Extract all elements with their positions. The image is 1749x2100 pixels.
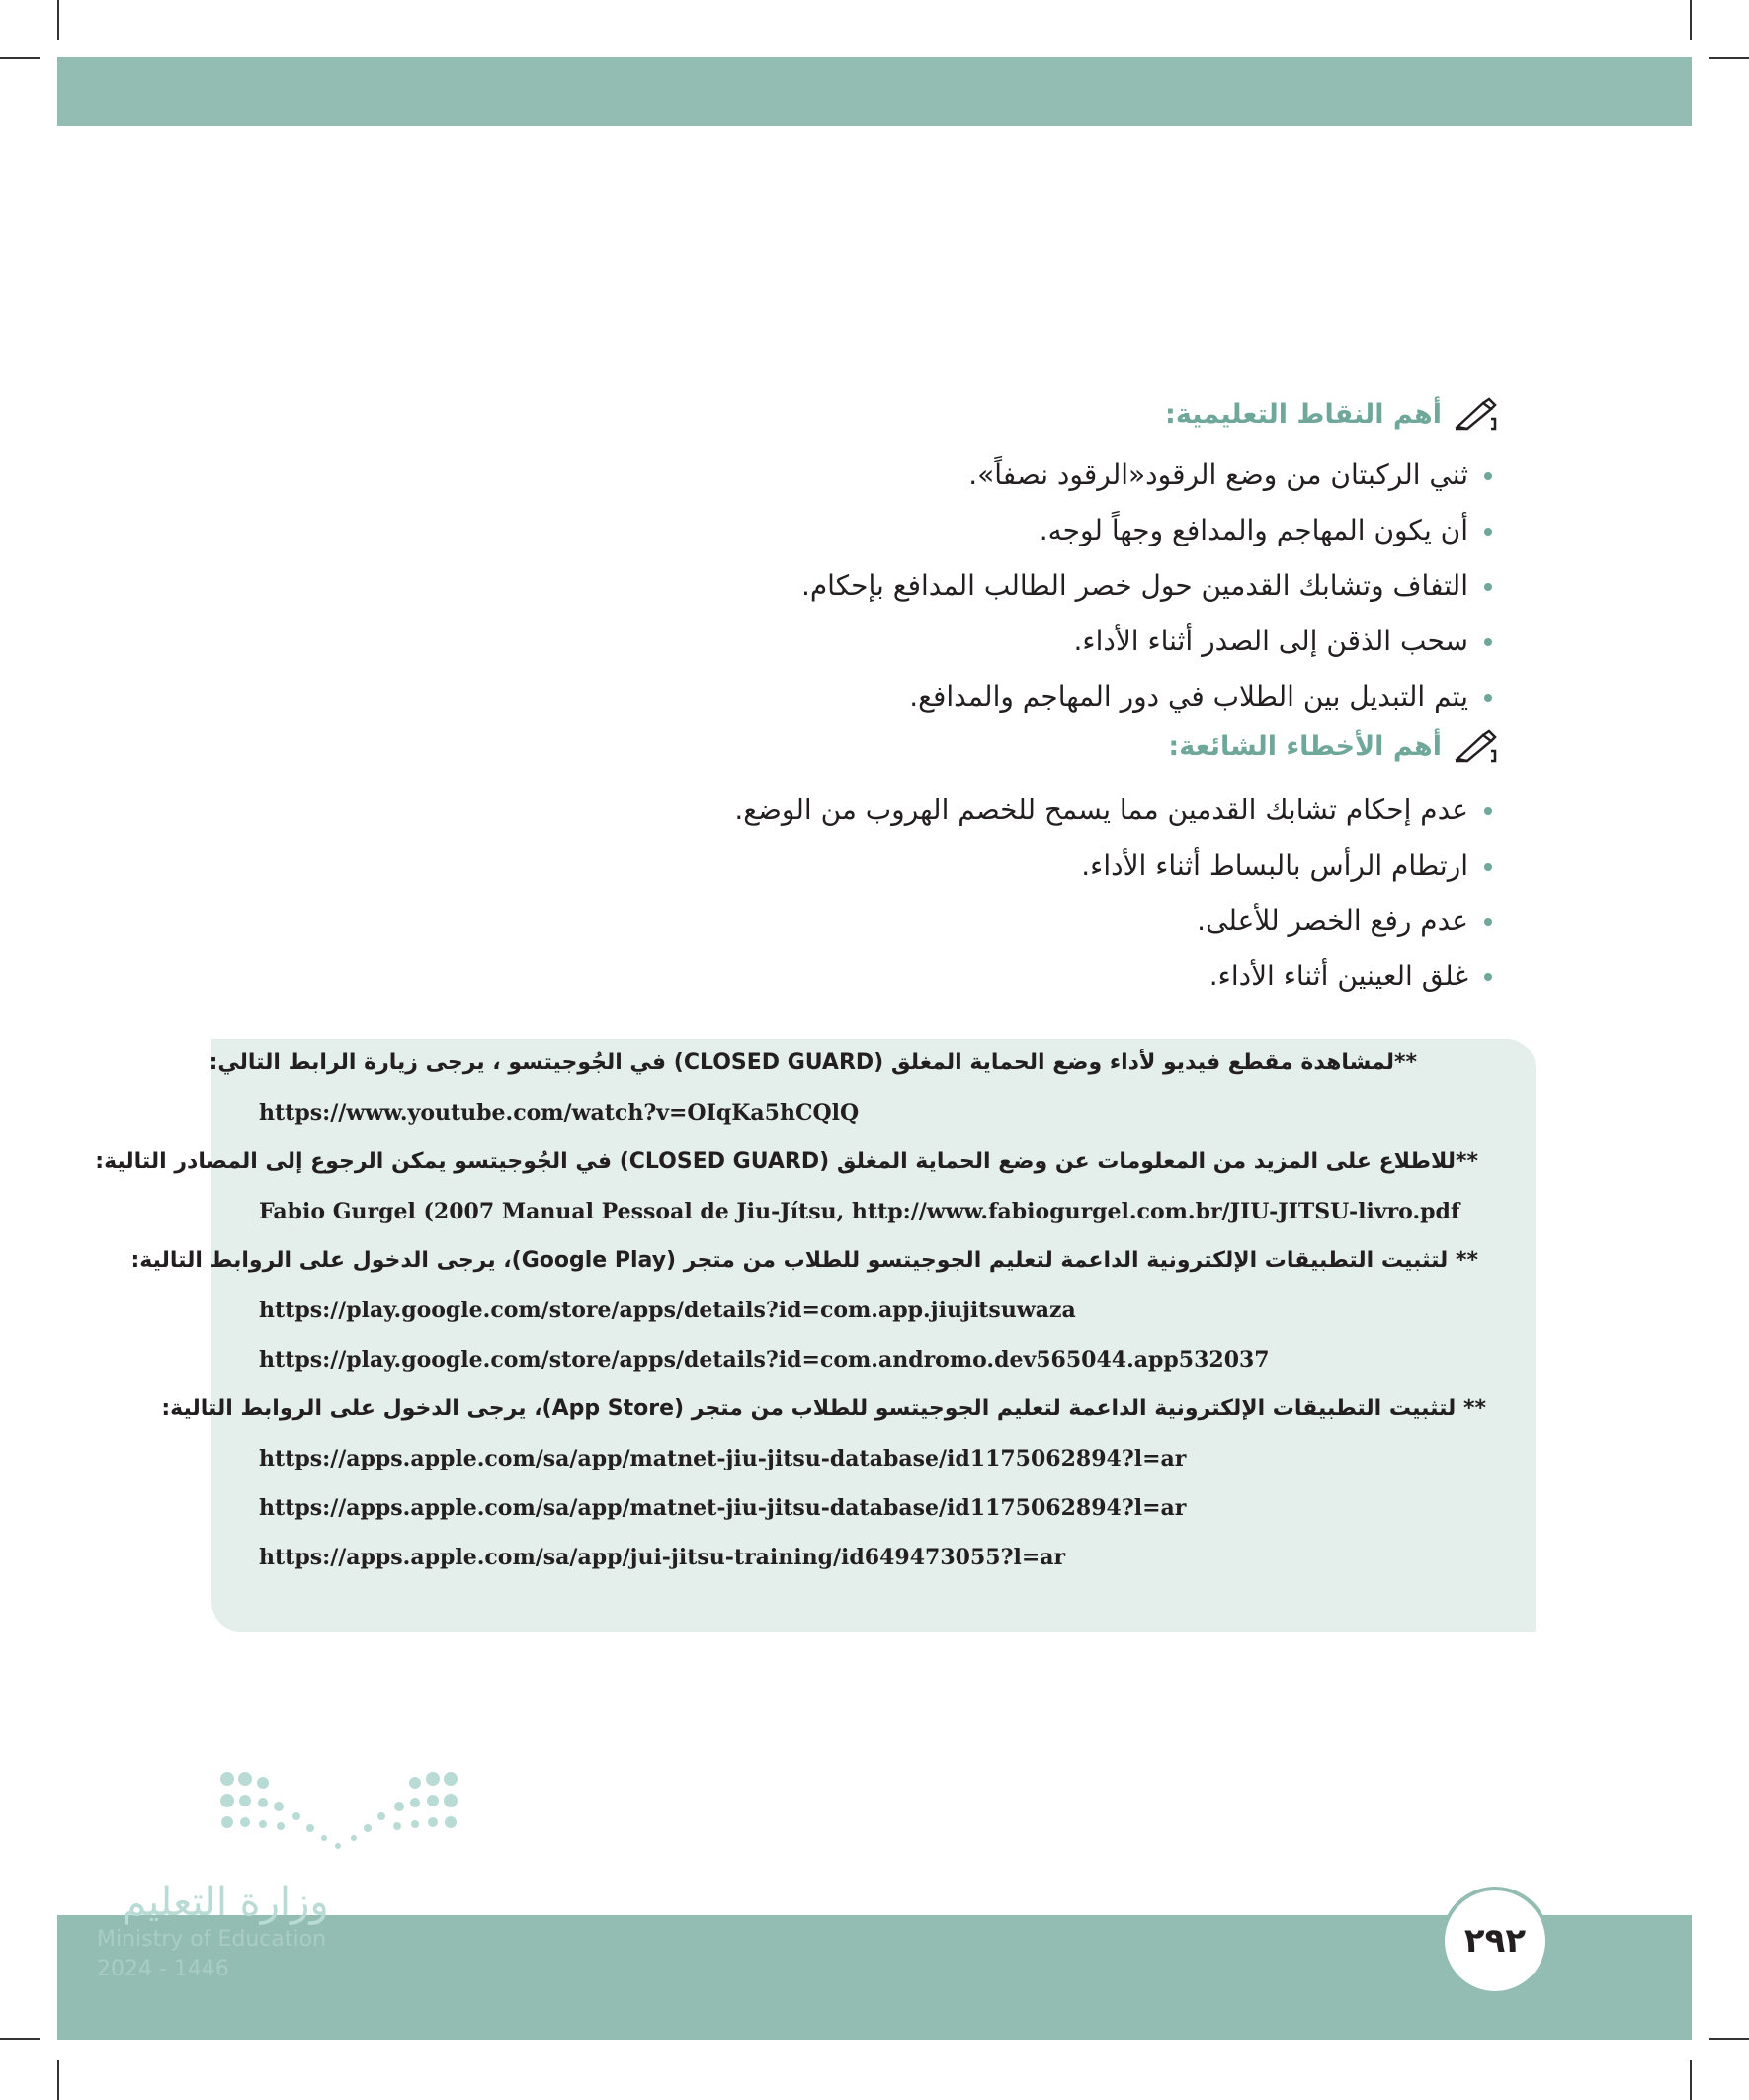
crop-mark [0,2038,40,2040]
app-store-link[interactable]: https://apps.apple.com/sa/app/matnet-jiu-jitsu-database/id1175062894?l=ar [259,1495,1187,1521]
logo-english-text: Ministry of Education [97,1927,327,1952]
logo-arabic-text: وزارة التعليم [122,1880,329,1925]
crop-mark [0,57,40,59]
logo-year: 2024 - 1446 [97,1957,229,1981]
app-store-note: ** لتثبيت التطبيقات الإلكترونية الداعمة لتعليم الجوجيتسو للطلاب من متجر (App Store)، يرجى الدخول على الروابط التالية: [161,1396,1486,1421]
app-store-link[interactable]: https://apps.apple.com/sa/app/jui-jitsu-training/id649473055?l=ar [259,1545,1066,1570]
crop-mark [1690,2060,1692,2100]
common-errors-list [734,783,1492,1004]
ministry-logo [97,1769,472,1996]
list-item: ثني الركبتان من وضع الرقود«الرقود نصفاً». [801,448,1492,503]
app-store-link[interactable]: https://apps.apple.com/sa/app/matnet-jiu-jitsu-database/id1175062894?l=ar [259,1446,1187,1471]
list-item: عدم إحكام تشابك القدمين مما يسمح للخصم الهروب من الوضع. [734,783,1492,838]
teaching-points-heading [1165,397,1497,431]
crop-mark [1709,57,1749,59]
common-errors-heading [1168,729,1497,763]
list-item: يتم التبديل بين الطلاب في دور المهاجم والمدافع. [801,669,1492,724]
crop-mark [57,0,59,40]
pen-hand-icon [1454,397,1497,431]
logo-dots-icon [215,1769,462,1858]
common-errors-title: أهم الأخطاء الشائعة: [1168,730,1442,762]
crop-mark [57,2060,59,2100]
list-item: أن يكون المهاجم والمدافع وجهاً لوجه. [801,503,1492,558]
header-band [57,57,1692,126]
list-item: سحب الذقن إلى الصدر أثناء الأداء. [801,614,1492,669]
more-info-note: **للاطلاع على المزيد من المعلومات عن وضع الحماية المغلق (CLOSED GUARD) في الجُوجيتسو يمكن الرجوع إلى المصادر التالية: [95,1149,1478,1174]
video-link[interactable]: https://www.youtube.com/watch?v=OIqKa5hCQlQ [259,1100,860,1126]
list-item: عدم رفع الخصر للأعلى. [734,893,1492,949]
teaching-points-list [801,448,1492,724]
list-item: غلق العينين أثناء الأداء. [734,949,1492,1004]
pen-hand-icon [1454,729,1497,763]
crop-mark [1690,0,1692,40]
video-note: **لمشاهدة مقطع فيديو لأداء وضع الحماية المغلق (CLOSED GUARD) في الجُوجيتسو ، يرجى زيارة الرابط التالي: [208,1050,1417,1075]
list-item: التفاف وتشابك القدمين حول خصر الطالب المدافع بإحكام. [801,558,1492,614]
google-play-link[interactable]: https://play.google.com/store/apps/details?id=com.app.jiujitsuwaza [259,1298,1076,1323]
google-play-note: ** لتثبيت التطبيقات الإلكترونية الداعمة لتعليم الجوجيتسو للطلاب من متجر (Google Play)، يرجى الدخول على الروابط التالية: [130,1248,1478,1273]
crop-mark [1709,2038,1749,2040]
teaching-points-title: أهم النقاط التعليمية: [1165,398,1442,430]
more-info-source[interactable]: Fabio Gurgel (2007 Manual Pessoal de Jiu-Jítsu, http://www.fabiogurgel.com.br/JIU-JITSU-livro.pdf [259,1199,1460,1224]
list-item: ارتطام الرأس بالبساط أثناء الأداء. [734,838,1492,893]
references-box [95,1039,1536,1632]
google-play-link[interactable]: https://play.google.com/store/apps/details?id=com.andromo.dev565044.app532037 [259,1347,1270,1373]
page-number: ٢٩٢ [1441,1887,1549,1995]
